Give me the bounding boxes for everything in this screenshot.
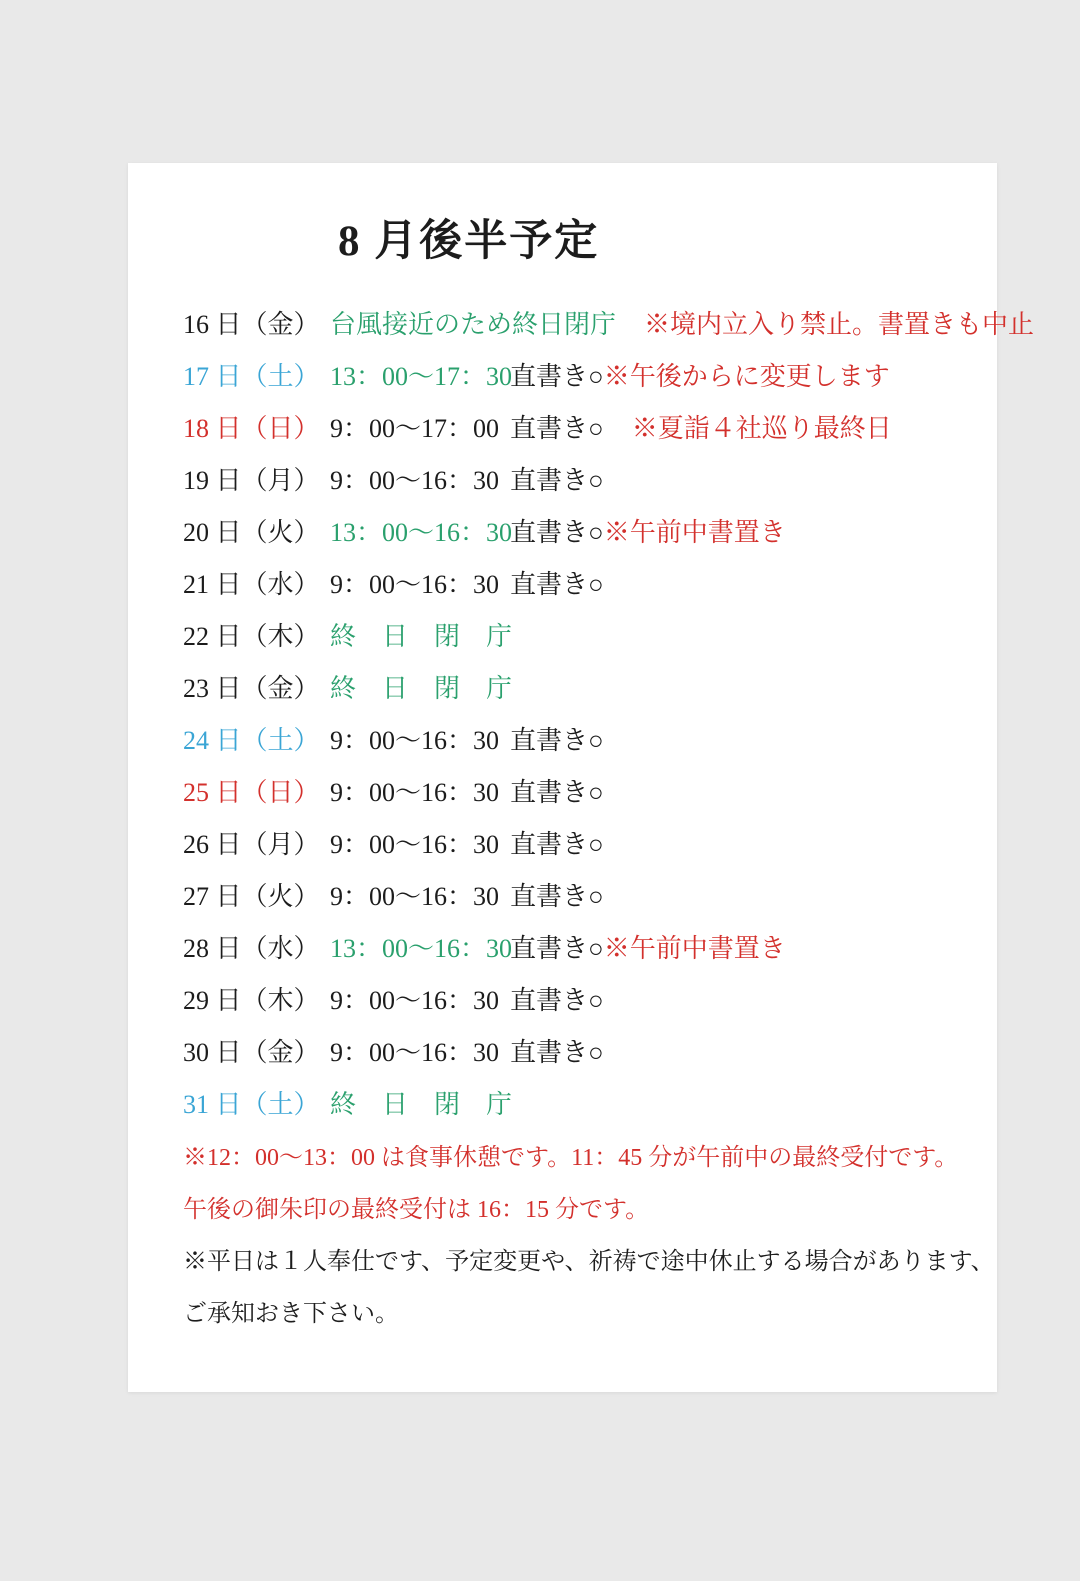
footnote-row xyxy=(128,1128,997,1180)
date-label: 30 日（金） xyxy=(183,1037,320,1067)
note-label: ※境内立入り禁止。書置きも中止 xyxy=(644,309,1035,339)
note-label: ※午前中書置き xyxy=(603,517,786,547)
page-title: 8 月後半予定 xyxy=(338,218,600,265)
time-label: 9：00～16：30 xyxy=(330,829,500,859)
status-label: 終 日 閉 庁 xyxy=(330,621,513,651)
schedule-row xyxy=(128,504,997,556)
schedule-row xyxy=(128,296,1035,348)
footnote-row xyxy=(128,1180,997,1232)
date-label: 22 日（木） xyxy=(183,621,320,651)
time-label: 13：00～16：30 xyxy=(330,517,513,547)
schedule-list xyxy=(128,296,1035,1336)
direct-write-mark: 直書き○ xyxy=(510,881,604,911)
date-label: 19 日（月） xyxy=(183,465,320,495)
schedule-row xyxy=(128,1024,997,1076)
schedule-row xyxy=(128,920,997,972)
footnote-row xyxy=(128,1232,997,1284)
time-label: 9：00～16：30 xyxy=(330,777,500,807)
status-label: 終 日 閉 庁 xyxy=(330,1089,513,1119)
date-label: 20 日（火） xyxy=(183,517,320,547)
direct-write-mark: 直書き○ xyxy=(510,725,604,755)
direct-write-mark: 直書き○ xyxy=(510,517,604,547)
direct-write-mark: 直書き○ xyxy=(510,569,604,599)
note-label: ※午後からに変更します xyxy=(603,361,890,391)
time-label: 9：00～16：30 xyxy=(330,1037,500,1067)
time-label: 9：00～17：00 xyxy=(330,413,500,443)
schedule-row xyxy=(128,608,997,660)
schedule-row xyxy=(128,868,997,920)
schedule-row xyxy=(128,1076,997,1128)
direct-write-mark: 直書き○ xyxy=(510,361,604,391)
schedule-row xyxy=(128,972,997,1024)
date-label: 18 日（日） xyxy=(183,413,320,443)
schedule-page xyxy=(128,163,1035,1392)
time-label: 13：00～17：30 xyxy=(330,361,513,391)
schedule-row xyxy=(128,816,997,868)
schedule-row xyxy=(128,348,997,400)
schedule-row xyxy=(128,556,997,608)
direct-write-mark: 直書き○ xyxy=(510,1037,604,1067)
footnote-text: 午後の御朱印の最終受付は 16：15 分です。 xyxy=(183,1196,650,1223)
date-label: 31 日（土） xyxy=(183,1089,320,1119)
date-label: 26 日（月） xyxy=(183,829,320,859)
time-label: 9：00～16：30 xyxy=(330,569,500,599)
direct-write-mark: 直書き○ xyxy=(510,933,604,963)
time-label: 9：00～16：30 xyxy=(330,465,500,495)
footnote-row xyxy=(128,1284,997,1336)
schedule-row xyxy=(128,764,997,816)
date-label: 23 日（金） xyxy=(183,673,320,703)
direct-write-mark: 直書き○ xyxy=(510,413,604,443)
date-label: 27 日（火） xyxy=(183,881,320,911)
date-label: 24 日（土） xyxy=(183,725,320,755)
footnote-text: ご承知おき下さい。 xyxy=(183,1300,399,1327)
time-label: 9：00～16：30 xyxy=(330,881,500,911)
time-label: 13：00～16：30 xyxy=(330,933,513,963)
footnote-text: ※平日は１人奉仕です、予定変更や、祈祷で途中休止する場合があります、 xyxy=(183,1248,995,1275)
date-label: 29 日（木） xyxy=(183,985,320,1015)
date-label: 16 日（金） xyxy=(183,309,320,339)
schedule-row xyxy=(128,712,997,764)
schedule-row xyxy=(128,660,997,712)
schedule-row xyxy=(128,452,997,504)
date-label: 17 日（土） xyxy=(183,361,320,391)
status-label: 台風接近のため終日閉庁 xyxy=(330,309,617,339)
schedule-row xyxy=(128,400,997,452)
direct-write-mark: 直書き○ xyxy=(510,465,604,495)
status-label: 終 日 閉 庁 xyxy=(330,673,513,703)
note-label: ※夏詣４社巡り最終日 xyxy=(631,413,892,443)
footnote-text: ※12：00～13：00 は食事休憩です。11：45 分が午前中の最終受付です。 xyxy=(183,1144,959,1171)
note-label: ※午前中書置き xyxy=(603,933,786,963)
direct-write-mark: 直書き○ xyxy=(510,985,604,1015)
date-label: 25 日（日） xyxy=(183,777,320,807)
date-label: 21 日（水） xyxy=(183,569,320,599)
time-label: 9：00～16：30 xyxy=(330,985,500,1015)
date-label: 28 日（水） xyxy=(183,933,320,963)
direct-write-mark: 直書き○ xyxy=(510,829,604,859)
direct-write-mark: 直書き○ xyxy=(510,777,604,807)
time-label: 9：00～16：30 xyxy=(330,725,500,755)
